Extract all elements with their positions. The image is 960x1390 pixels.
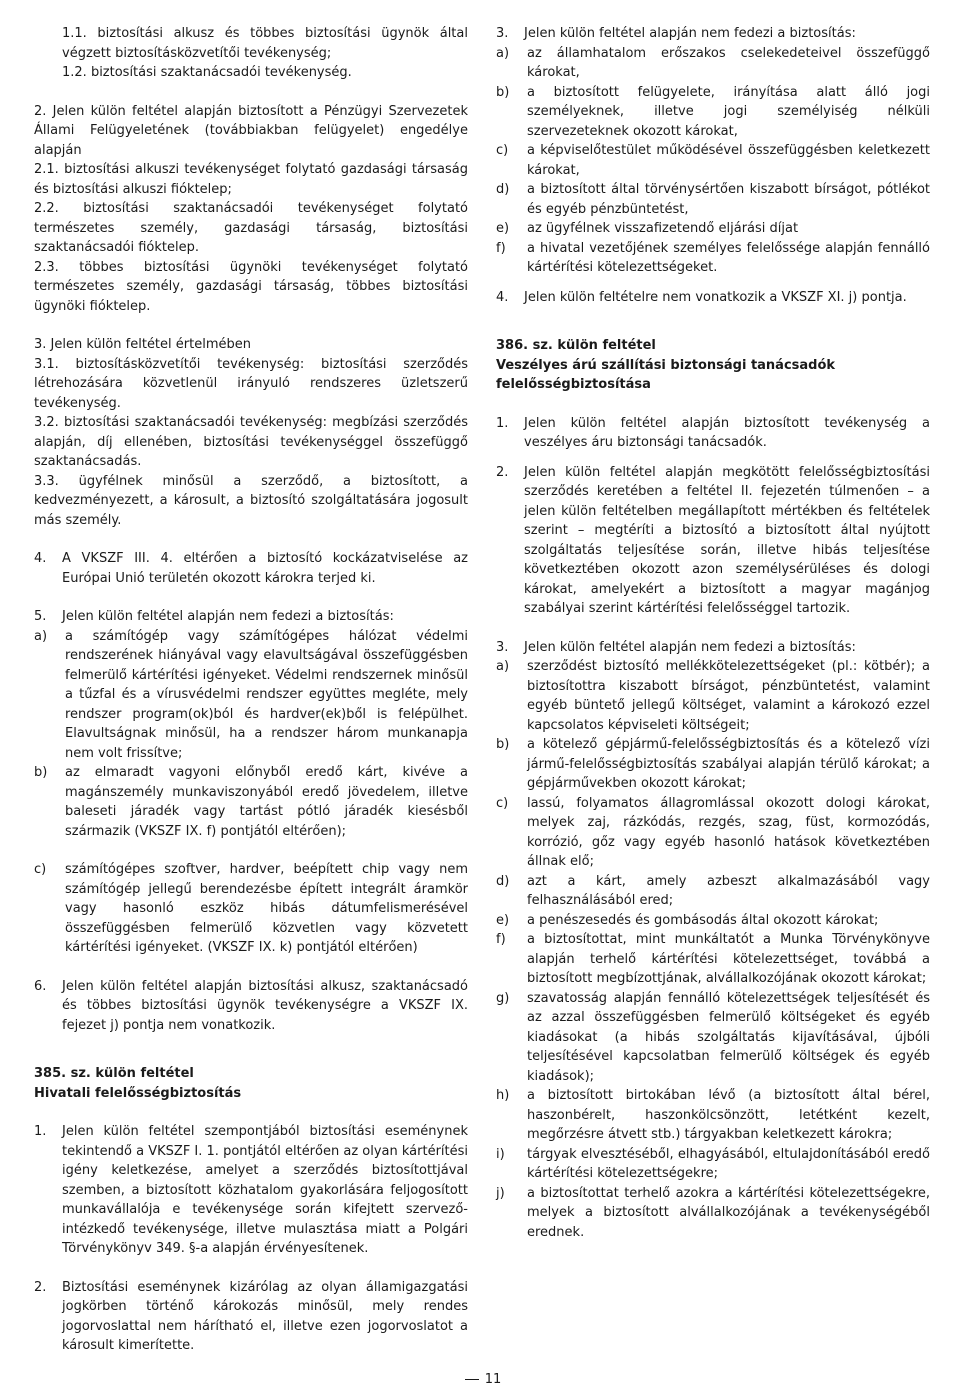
section-r4-number: 4. (496, 289, 509, 305)
section-2: 2. Jelen külön feltétel alapján biztosított a Pénzügyi Szervezetek Állami Felügyeletének (továbbiakban felügyelet) engedélye alapján (34, 103, 468, 158)
list-item-text: azt a kárt, amely azbeszt alkalmazásából vagy felhasználásából ered; (527, 873, 930, 908)
clause-s1-number: 1. (496, 415, 509, 431)
section-5-text: Jelen külön feltétel alapján nem fedezi a biztosítás: (62, 609, 394, 624)
clause-1-number: 1. (34, 1124, 47, 1139)
list-item-text: a számítógép vagy számítógépes hálózat védelmi rendszerének hiányával vagy elavultságával összefüggésben felmerülő kártérítési igényeket. Védelmi rendszernek minősül a tűzfal és a vírusvédelmi rendszer együttes megléte, mely rendszer program(ok)ból és hardver(ek)ből is felépülhet. Elavultságnak minősül, ha a rendszer három munkanapja nem volt frissítve; (65, 628, 468, 761)
page-number: 11 (484, 1372, 502, 1387)
list-item-text: szavatosság alapján fennálló kötelezettségek teljesítését és az azzal összefüggésben felmerülő költségeket és egyéb kiadásokat (a hibás szolgáltatás kijavításával, újbóli teljesítésével kapcsolatban felmerülő költségek és egyéb kiadások); (527, 990, 930, 1084)
list-item (496, 872, 930, 911)
list-item-letter: g) (496, 990, 510, 1006)
list-item-text: szerződést biztosító mellékkötelezettségeket (pl.: kötbér); a biztosítottra kiszabott bírságot, pénzbüntetést, valamint egyéb büntető jellegű költséget, valamint a károkozó ezzel kapcsolatos képviseleti költségeit; (527, 659, 930, 733)
list-item-text: a biztosított által törvénysértően kiszabott bírságot, pótlékot és egyéb pénzbüntetést, (527, 182, 930, 217)
list-item (496, 219, 930, 239)
heading-386-title: Veszélyes árú szállítási biztonsági tanácsadók felelősségbiztosítása (496, 357, 836, 392)
item-1-1: 1.1. biztosítási alkusz és többes biztosítási ügynök által végzett biztosításközvetítői tevékenység; (62, 26, 468, 61)
section-r3-number: 3. (496, 26, 509, 41)
clause-s1 (496, 414, 930, 453)
list-item-text: lassú, folyamatos állagromlással okozott dologi károkat, melyek zaj, rázkódás, rezgés, szag, füst, kormozódás, korrózió, gőz vagy egyéb hasonló hatások következtében állnak elő; (527, 795, 930, 869)
list-item (496, 1145, 930, 1184)
list-item (34, 763, 468, 841)
item-3-2: 3.2. biztosítási szaktanácsadói tevékenység: megbízási szerződés alapján, díj ellenében, biztosítási tevékenységgel összefüggő szaktanácsadás. (34, 415, 468, 469)
list-item-text: a biztosított birtokában lévő (a biztosított által bérel, haszonbérelt, haszonkölcsönzött, letétként kezelt, megőrzésre átvett stb.) tárgyakban keletkezett károkra; (527, 1088, 930, 1142)
list-item-letter: a) (34, 628, 48, 644)
list-item (496, 1086, 930, 1145)
list-item-letter: a) (496, 45, 510, 61)
list-item (496, 83, 930, 142)
list-item (496, 989, 930, 1087)
clause-2-text: Biztosítási eseménynek kizárólag az olyan államigazgatási jogkörben történő károkozás minősül, mely rendes jogorvoslattal nem hárítható el, illetve ezen jogorvoslatot a károsult kimerítette. (62, 1279, 468, 1353)
heading-385-title: Hivatali felelősségbiztosítás (34, 1085, 242, 1101)
list-item (496, 1184, 930, 1243)
clause-2-number: 2. (34, 1279, 47, 1295)
section-5 (34, 607, 468, 627)
list-item (34, 627, 468, 764)
section-4 (34, 549, 468, 588)
page-footer (0, 1370, 960, 1390)
list-item-text: számítógépes szoftver, hardver, beépített chip vagy nem számítógép jellegű berendezésbe épített integrált áramkör vagy hasonló eszköz hibás dátumfelismerésével összefüggésben felmerülő közvetlen vagy közvetett kártérítési igényeket. (VKSZF IX. k) pontjától eltérően) (65, 862, 468, 955)
clause-2 (34, 1278, 468, 1356)
item-1-2: 1.2. biztosítási szaktanácsadói tevékenység. (62, 65, 352, 80)
section-6-number: 6. (34, 978, 47, 994)
list-item (496, 239, 930, 278)
heading-386-number: 386. sz. külön feltétel (496, 338, 656, 353)
list-item (496, 735, 930, 794)
clause-1 (34, 1122, 468, 1259)
list-item (496, 44, 930, 83)
list-1 (34, 24, 468, 83)
heading-385-number: 385. sz. külön feltétel (34, 1066, 194, 1081)
clause-s2-number: 2. (496, 464, 509, 480)
list-item (496, 911, 930, 931)
item-2-2: 2.2. biztosítási szaktanácsadói tevékenységet folytató természetes személy, gazdasági társaság, biztosítási szaktanácsadói fióktelep. (34, 201, 468, 255)
section-4-number: 4. (34, 551, 47, 566)
list-item-letter: a) (496, 659, 510, 674)
list-item-text: a penészesedés és gombásodás által okozott károkat; (527, 912, 879, 928)
clause-s2-text: Jelen külön feltétel alapján megkötött felelősségbiztosítási szerződés keretében a feltétel II. fejezetén túlmenően – a jelen külön feltételben megállapított mértékben és feltételek szerint – megtéríti a biztosító a biztosított által nyújtott szolgáltatás teljesítése során, illetve hibás teljesítése következtében okozott azon személysérüléses és dologi károkat, amelyekért a biztosított a magyar magánjog szabályai szerint kártérítési felelősséggel tartozik. (524, 464, 930, 616)
list-item-text: az elmaradt vagyoni előnyből eredő kárt, kivéve a magánszemély munkaviszonyából eredő jövedelem, illetve baleseti járadék vagy tartást pótló járadék kiesésből származik (VKSZF IX. f) pontjától eltérően); (65, 765, 468, 839)
right-column (496, 24, 930, 1242)
list-item-letter: e) (496, 221, 510, 236)
clause-s3 (496, 638, 930, 658)
list-item-text: a biztosított felügyelete, irányítása alatt álló jogi személyeknek, illetve jogi személyiség nélküli szervezeteknek okozott károkat, (527, 84, 930, 139)
list-item (496, 657, 930, 735)
list-item-letter: h) (496, 1088, 510, 1103)
section-r4 (496, 288, 930, 308)
clause-s3-number: 3. (496, 639, 509, 655)
list-item (34, 860, 468, 958)
list-item-letter: b) (496, 737, 510, 752)
list-item-letter: b) (496, 84, 510, 100)
section-r3 (496, 24, 930, 44)
list-item (496, 141, 930, 180)
section-r3-text: Jelen külön feltétel alapján nem fedezi a biztosítás: (524, 26, 856, 41)
list-item (496, 930, 930, 989)
list-item-text: a kötelező gépjármű-felelősségbiztosítás és a kötelező vízi jármű-felelősségbiztosítás szabályai alapján térülő károkat; a gépjárművekben okozott károkat; (527, 737, 930, 791)
list-item-letter: c) (34, 862, 47, 877)
clause-s3-text: Jelen külön feltétel alapján nem fedezi a biztosítás: (524, 639, 856, 655)
list-item-letter: c) (496, 795, 509, 811)
clause-s2 (496, 463, 930, 619)
list-item-text: a képviselőtestület működésével összefüggésben keletkezett károkat, (527, 143, 930, 178)
left-column (34, 24, 468, 1356)
list-item-letter: d) (496, 182, 510, 197)
section-6 (34, 977, 468, 1036)
section-5-number: 5. (34, 609, 47, 624)
item-2-3: 2.3. többes biztosítási ügynöki tevékenységet folytató természetes személy, gazdasági társaság, többes biztosítási ügynöki fióktelep. (34, 259, 468, 314)
list-item-text: az ügyfélnek visszafizetendő eljárási díjat (527, 221, 799, 236)
item-3-1: 3.1. biztosításközvetítői tevékenység: biztosítási szerződés létrehozására közvetlenül irányuló rendszeres üzletszerű tevékenység. (34, 356, 468, 411)
section-r4-text: Jelen külön feltételre nem vonatkozik a VKSZF XI. j) pontja. (524, 289, 907, 305)
list-item-letter: d) (496, 873, 510, 889)
list-item (496, 794, 930, 872)
list-item-text: az államhatalom erőszakos cselekedeteivel összefüggő károkat, (527, 45, 930, 80)
list-item-text: tárgyak elvesztéséből, elhagyásából, eltulajdonításából eredő kártérítési kötelezettségekre; (527, 1146, 930, 1181)
list-item-letter: f) (496, 240, 506, 256)
section-3: 3. Jelen külön feltétel értelmében (34, 337, 251, 352)
list-item-letter: b) (34, 765, 48, 780)
clause-1-text: Jelen külön feltétel szempontjából biztosítási eseménynek tekintendő a VKSZF I. 1. pontjától eltérően az olyan kártérítési igény keletkezése, amelyet a szerződés biztosítottjával szemben, a biztosított közhatalom gyakorlására feljogosított munkavállalója e tevékenysége során kifejtett szervező-intézkedő tevékenysége, illetve mulasztása miatt a Polgári Törvénykönyv 349. §-a alapján érvényesítenek. (62, 1124, 469, 1256)
list-item-letter: i) (496, 1146, 505, 1162)
list-item-letter: f) (496, 932, 506, 947)
list-item-letter: e) (496, 912, 510, 928)
list-item-text: a biztosítottat, mint munkáltatót a Munka Törvénykönyve alapján terhelő kártérítési kötelezettséget, továbbá a biztosított megbízottjának, alvállalkozójának okozott károkat; (527, 932, 930, 986)
item-2-1: 2.1. biztosítási alkuszi tevékenységet folytató gazdasági társaság és biztosítási alkuszi fióktelep; (34, 162, 468, 197)
list-item-text: a hivatal vezetőjének személyes felelőssége alapján fennálló kártérítési kötelezettségeket. (527, 240, 930, 275)
item-3-3: 3.3. ügyfélnek minősül a szerződő, a biztosított, a kedvezményezett, a károsult, a biztosító szolgáltatására jogosult más személy. (34, 473, 468, 528)
list-item-letter: j) (496, 1185, 505, 1201)
list-item-text: a biztosítottat terhelő azokra a kártérítési kötelezettségekre, melyek a biztosított alvállalkozójának a tevékenységéből erednek. (527, 1185, 930, 1240)
list-item (496, 180, 930, 219)
clause-s1-text: Jelen külön feltétel alapján biztosított tevékenység a veszélyes áru biztonsági tanácsadók. (524, 415, 930, 450)
list-item-letter: c) (496, 143, 509, 158)
section-6-text: Jelen külön feltétel alapján biztosítási alkusz, szaktanácsadó és többes biztosítási ügynök tevékenységre a VKSZF IX. fejezet j) pontja nem vonatkozik. (62, 978, 468, 1033)
footer-dash (465, 1379, 479, 1380)
section-4-text: A VKSZF III. 4. eltérően a biztosító kockázatviselése az Európai Unió területén okozott károkra terjed ki. (62, 551, 468, 586)
